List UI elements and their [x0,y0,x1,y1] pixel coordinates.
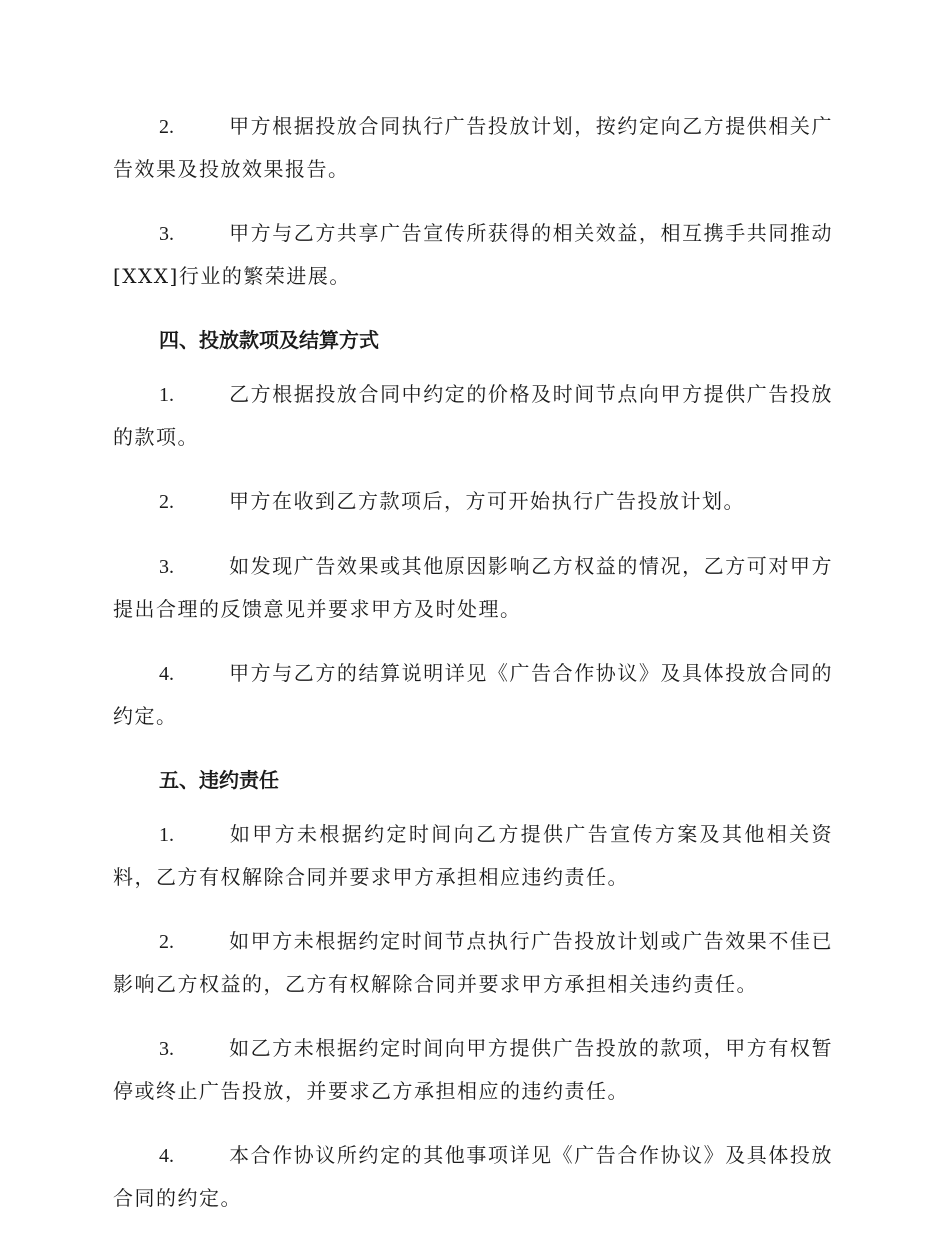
clause-text: 甲方与乙方共享广告宣传所获得的相关效益，相互携手共同推动[XXX]行业的繁荣进展。 [113,221,833,288]
clause-number: 3. [159,556,174,578]
clause-number: 4. [159,663,174,685]
clause-number: 2. [159,116,174,138]
clause-item [113,920,833,1005]
clause-item [113,373,833,458]
clause-text: 甲方在收到乙方款项后，方可开始执行广告投放计划。 [229,489,745,513]
clause-number: 1. [159,824,174,846]
clause-text: 如发现广告效果或其他原因影响乙方权益的情况，乙方可对甲方提出合理的反馈意见并要求甲方及时处理。 [113,554,833,621]
clause-item [113,212,833,297]
clause-number: 2. [159,931,174,953]
clause-number: 3. [159,223,174,245]
clause-text: 本合作协议所约定的其他事项详见《广告合作协议》及具体投放合同的约定。 [113,1143,833,1210]
clause-item [113,813,833,898]
clause-text: 乙方根据投放合同中约定的价格及时间节点向甲方提供广告投放的款项。 [113,382,833,449]
clause-text: 如甲方未根据约定时间向乙方提供广告宣传方案及其他相关资料，乙方有权解除合同并要求甲方承担相应违约责任。 [113,822,833,889]
clause-text: 如甲方未根据约定时间节点执行广告投放计划或广告效果不佳已影响乙方权益的，乙方有权解除合同并要求甲方承担相关违约责任。 [113,929,833,996]
clause-number: 2. [159,491,174,513]
clause-item [113,1027,833,1112]
clause-item [113,545,833,630]
clause-number: 1. [159,384,174,406]
clause-number: 4. [159,1145,174,1167]
clause-item [113,105,833,190]
clause-text: 甲方根据投放合同执行广告投放计划，按约定向乙方提供相关广告效果及投放效果报告。 [113,114,833,181]
clause-item [113,480,833,523]
clause-text: 甲方与乙方的结算说明详见《广告合作协议》及具体投放合同的约定。 [113,661,833,728]
clause-text: 如乙方未根据约定时间向甲方提供广告投放的款项，甲方有权暂停或终止广告投放，并要求乙方承担相应的违约责任。 [113,1036,833,1103]
clause-item [113,652,833,737]
clause-item [113,1134,833,1219]
clause-number: 3. [159,1038,174,1060]
document-body [113,105,833,1241]
section-heading: 四、投放款项及结算方式 [159,328,379,352]
section-heading: 五、违约责任 [159,768,279,792]
